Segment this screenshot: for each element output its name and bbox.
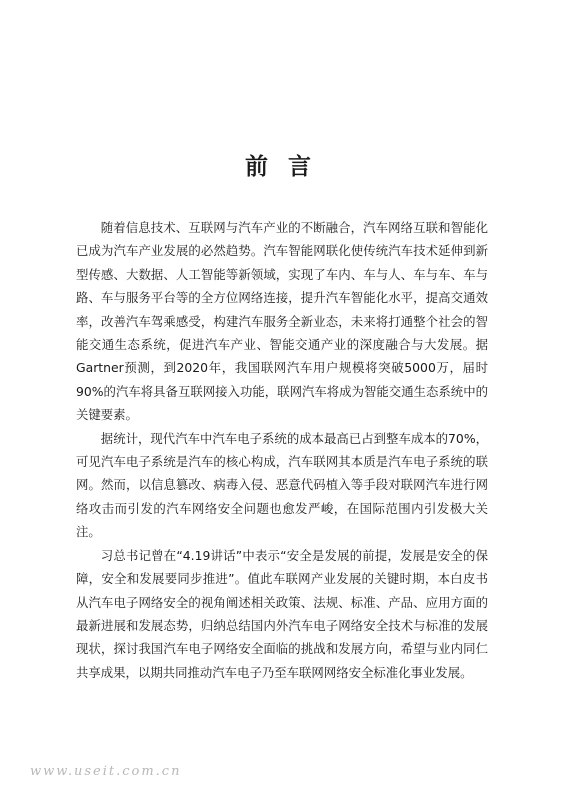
page-title: 前 言: [244, 153, 317, 180]
paragraph-3: 习总书记曾在“4.19讲话”中表示“安全是发展的前提，发展是安全的保障，安全和发展要同步推进”。值此车联网产业发展的关键时期，本白皮书从汽车电子网络安全的视角阐述相关政策、法规、标准、产品、应用方面的最新进展和发展态势，归纳总结国内外汽车电子网络安全技术与标准的发展现状，探讨我国汽车电子网络安全面临的挑战和发展方向，希望与业内同仁共享成果，以期共同推动汽车电子乃至车联网网络安全标准化事业发展。: [76, 547, 488, 680]
body-text: [76, 216, 488, 684]
paragraph-1: 随着信息技术、互联网与汽车产业的不断融合，汽车网络互联和智能化已成为汽车产业发展的必然趋势。汽车智能网联化使传统汽车技术延伸到新型传感、大数据、人工智能等新领域，实现了车内、车与人、车与车、车与路、车与服务平台等的全方位网络连接，提升汽车智能化水平，提高交通效率，改善汽车驾乘感受，构建汽车服务全新业态，未来将打通整个社会的智能交通生态系统，促进汽车产业、智能交通产业的深度融合与大发展。据Gartner预测，到2020年，我国联网汽车用户规模将突破5000万，届时90%的汽车将具备互联网接入功能，联网汽车将成为智能交通生态系统中的关键要素。: [76, 220, 488, 423]
paragraph-2: 据统计，现代汽车中汽车电子系统的成本最高已占到整车成本的70%，可见汽车电子系统是汽车的核心构成，汽车联网其本质是汽车电子系统的联网。然而，以信息篡改、病毒入侵、恶意代码植入等手段对联网汽车进行网络攻击而引发的汽车网络安全问题也愈发严峻，在国际范围内引发极大关注。: [76, 430, 488, 540]
watermark-text: www.useit.com.cn: [30, 764, 182, 779]
